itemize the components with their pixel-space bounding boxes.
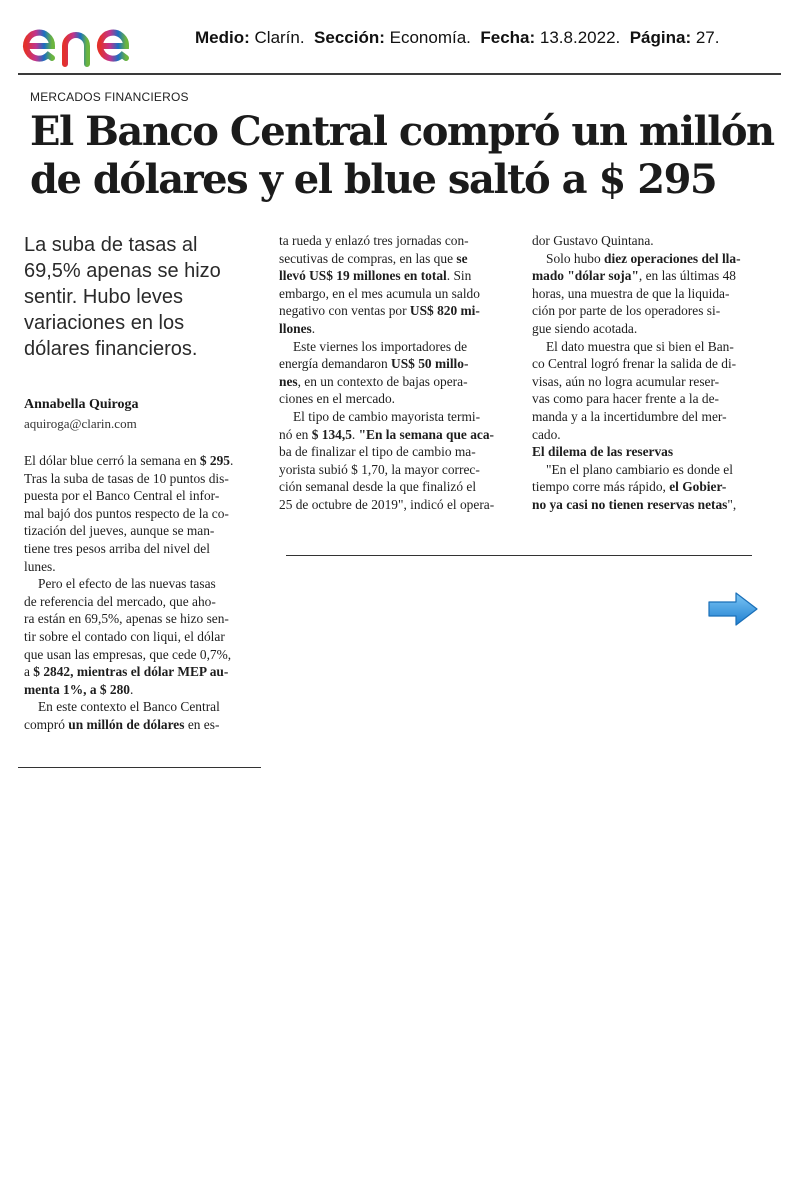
body-text: compró xyxy=(24,716,69,732)
body-text: El tipo de cambio mayorista termi- xyxy=(293,408,481,424)
body-line xyxy=(24,646,260,664)
continuation-rule xyxy=(286,555,752,556)
subhead-line: 69,5% apenas se hizo xyxy=(24,260,221,282)
body-text: negativo con ventas por xyxy=(279,303,410,319)
body-bold-text: llones xyxy=(279,320,312,336)
headline-line: de dólares y el blue saltó a $ 295 xyxy=(30,156,717,203)
body-text: yorista subió $ 1,70, la mayor correc- xyxy=(279,461,480,477)
body-line xyxy=(279,443,515,461)
enel-logo xyxy=(18,8,168,70)
body-line xyxy=(24,628,260,646)
body-line xyxy=(279,338,515,356)
body-line xyxy=(24,470,260,488)
body-line xyxy=(532,461,768,479)
subhead-line: La suba de tasas al xyxy=(24,234,198,256)
body-bold-text: "En la semana que aca- xyxy=(358,426,495,442)
body-text: horas, una muestra de que la liquida- xyxy=(532,285,730,301)
body-bold-text: $ 295 xyxy=(199,453,230,468)
body-text: ción por parte de los operadores si- xyxy=(532,303,721,319)
body-text: energía demandaron xyxy=(279,356,392,372)
body-text: , en un contexto de bajas opera- xyxy=(297,373,468,389)
headline-line: El Banco Central compró un millón xyxy=(30,108,774,155)
body-text: tir sobre el contado con liqui, el dólar xyxy=(24,628,225,644)
body-text: manda y a la incertidumbre del mer- xyxy=(532,408,727,424)
body-text: ciones en el mercado. xyxy=(279,391,395,407)
body-text: dor Gustavo Quintana. xyxy=(532,233,654,248)
body-line xyxy=(24,540,260,558)
clipping-metadata xyxy=(195,28,719,48)
subhead-line: sentir. Hubo leves xyxy=(24,286,183,308)
body-text: nó en xyxy=(279,426,312,442)
body-line xyxy=(532,478,768,496)
body-text: Pero el efecto de las nuevas tasas xyxy=(38,576,216,592)
body-column-2 xyxy=(279,232,515,514)
seccion-value: Economía. xyxy=(389,28,471,47)
pagina-label: Página: xyxy=(629,28,692,47)
body-line xyxy=(532,285,768,303)
body-text: . xyxy=(311,320,316,336)
body-line xyxy=(24,487,260,505)
body-line xyxy=(24,593,260,611)
body-line xyxy=(532,443,768,461)
body-line xyxy=(532,373,768,391)
author-name: Annabella Quiroga xyxy=(24,397,139,412)
body-text: tiene tres pesos arriba del nivel del xyxy=(24,540,210,556)
body-bold-text: no ya casi no tienen reservas netas xyxy=(532,496,728,512)
body-line xyxy=(24,505,260,523)
body-line xyxy=(532,496,768,514)
fecha-label: Fecha: xyxy=(480,28,536,47)
body-bold-text: el Gobier- xyxy=(669,479,727,495)
body-text: , en las últimas 48 xyxy=(638,268,736,284)
body-text: gue siendo acotada. xyxy=(532,320,638,336)
body-bold-text: nes xyxy=(279,373,298,389)
body-text: secutivas de compras, en las que xyxy=(279,250,457,266)
body-text: "En el plano cambiario es donde el xyxy=(546,461,733,477)
body-line xyxy=(532,338,768,356)
author-email: aquiroga@clarin.com xyxy=(24,416,137,431)
body-line xyxy=(279,302,515,320)
body-line xyxy=(279,390,515,408)
body-bold-text: $ 2842, mientras el dólar MEP au- xyxy=(33,664,229,680)
body-line xyxy=(24,663,260,681)
body-text: tiempo corre más rápido, xyxy=(532,479,670,495)
pagina-value: 27. xyxy=(695,28,720,47)
body-line xyxy=(279,426,515,444)
body-line xyxy=(532,267,768,285)
body-text: 25 de octubre de 2019", indicó el opera- xyxy=(279,496,495,512)
body-text: . Sin xyxy=(446,268,472,284)
body-text: cado. xyxy=(532,426,561,442)
body-line xyxy=(279,478,515,496)
body-text: ba de finalizar el tipo de cambio ma- xyxy=(279,444,476,460)
body-bold-text: US$ 820 mi- xyxy=(409,303,480,319)
body-text: . xyxy=(230,453,234,468)
headline xyxy=(30,108,790,204)
body-bold-text: llevó US$ 19 millones en total xyxy=(279,268,447,284)
column-end-rule xyxy=(18,767,261,768)
body-line xyxy=(279,373,515,391)
body-line xyxy=(279,232,515,250)
body-text: . xyxy=(130,681,134,697)
body-text: que usan las empresas, que cede 0,7%, xyxy=(24,646,232,662)
body-line xyxy=(532,250,768,268)
body-bold-text: diez operaciones del lla- xyxy=(604,250,741,266)
body-text: embargo, en el mes acumula un saldo xyxy=(279,285,480,301)
body-line xyxy=(532,426,768,444)
body-text: puesta por el Banco Central el infor- xyxy=(24,488,220,504)
body-bold-text: mado "dólar soja" xyxy=(532,268,639,284)
subhead xyxy=(24,232,264,362)
body-text: En este contexto el Banco Central xyxy=(38,699,220,715)
body-bold-text: un millón de dólares xyxy=(68,716,185,732)
body-text: co Central logró frenar la salida de di- xyxy=(532,356,737,372)
body-line xyxy=(532,302,768,320)
body-text: . xyxy=(351,426,359,442)
body-text: Solo hubo xyxy=(546,250,605,266)
body-bold-text: se xyxy=(456,250,468,266)
body-text: en es- xyxy=(184,716,220,732)
body-line xyxy=(24,681,260,699)
body-line xyxy=(24,610,260,628)
body-bold-text: $ 134,5 xyxy=(311,426,352,442)
body-text: de referencia del mercado, que aho- xyxy=(24,593,216,609)
body-line xyxy=(279,267,515,285)
body-text: El dólar blue cerró la semana en xyxy=(24,453,200,468)
body-text: visas, aún no logra acumular reser- xyxy=(532,373,720,389)
body-text: ta rueda y enlazó tres jornadas con- xyxy=(279,233,469,248)
section-tag: MERCADOS FINANCIEROS xyxy=(30,90,189,104)
body-text: ción semanal desde la que finalizó el xyxy=(279,479,477,495)
body-line xyxy=(279,496,515,514)
body-text: ra están en 69,5%, apenas se hizo sen- xyxy=(24,611,229,627)
body-text: Tras la suba de tasas de 10 puntos dis- xyxy=(24,470,229,486)
body-text: a xyxy=(24,664,34,680)
medio-label: Medio: xyxy=(195,28,250,47)
body-line xyxy=(532,355,768,373)
body-text: Este viernes los importadores de xyxy=(293,338,468,354)
body-line xyxy=(24,558,260,576)
subhead-line: dólares financieros. xyxy=(24,338,198,360)
body-bold-text: US$ 50 millo- xyxy=(391,356,469,372)
body-line xyxy=(24,716,260,734)
body-line xyxy=(24,522,260,540)
body-text: El dato muestra que si bien el Ban- xyxy=(546,338,734,354)
body-line xyxy=(279,355,515,373)
next-page-arrow-icon[interactable] xyxy=(706,590,760,628)
body-line xyxy=(24,452,260,470)
body-line xyxy=(532,408,768,426)
body-text: lunes. xyxy=(24,558,56,574)
body-line xyxy=(532,320,768,338)
body-text: vas como para hacer frente a la de- xyxy=(532,391,719,407)
body-bold-text: menta 1%, a $ 280 xyxy=(24,681,131,697)
body-line xyxy=(279,408,515,426)
body-text: mal bajó dos puntos respecto de la co- xyxy=(24,505,229,521)
body-column-1 xyxy=(24,452,260,734)
body-text: ", xyxy=(727,496,737,512)
body-line xyxy=(279,250,515,268)
body-line xyxy=(24,575,260,593)
header-divider xyxy=(18,73,781,75)
medio-value: Clarín. xyxy=(254,28,305,47)
seccion-label: Sección: xyxy=(314,28,385,47)
body-bold-text: El dilema de las reservas xyxy=(532,444,674,460)
body-line xyxy=(24,698,260,716)
body-line xyxy=(279,320,515,338)
body-line xyxy=(532,232,768,250)
body-text: tización del jueves, aunque se man- xyxy=(24,523,215,539)
body-line xyxy=(532,390,768,408)
subhead-line: variaciones en los xyxy=(24,312,185,334)
body-line xyxy=(279,285,515,303)
body-column-3 xyxy=(532,232,768,514)
body-line xyxy=(279,461,515,479)
fecha-value: 13.8.2022. xyxy=(539,28,621,47)
